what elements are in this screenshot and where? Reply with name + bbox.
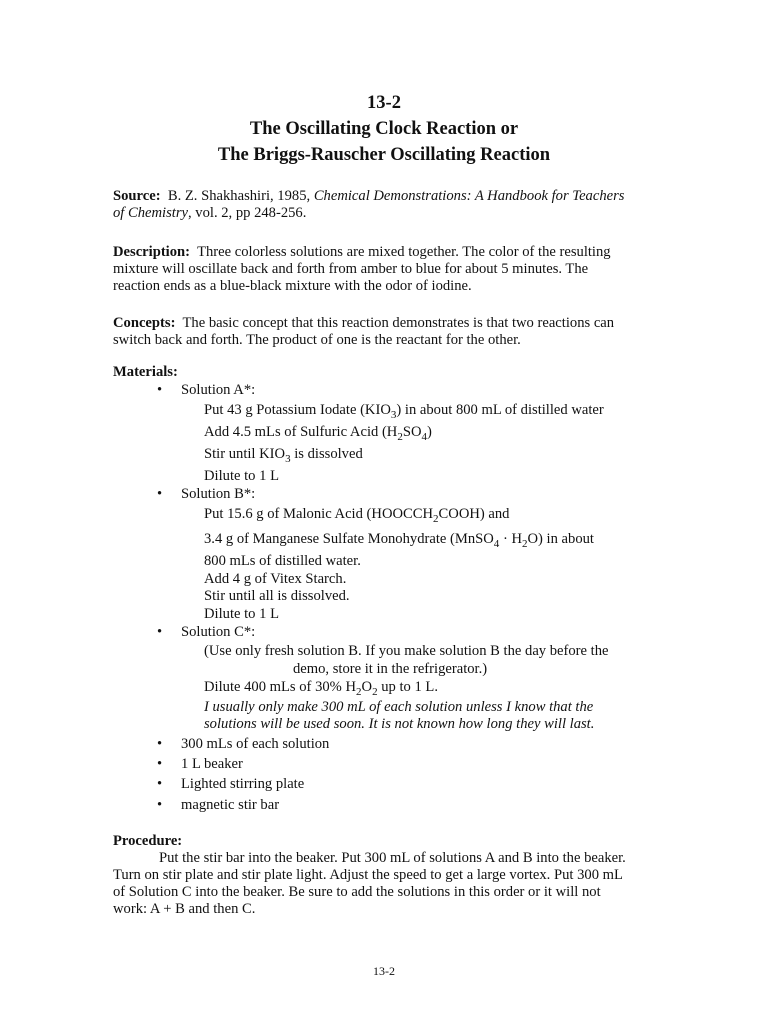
description-line: reaction ends as a blue-black mixture with the odor of iodine. [113, 278, 472, 294]
source-details: , vol. 2, pp 248-256. [188, 205, 307, 221]
title-line-1: The Oscillating Clock Reaction or [249, 119, 519, 139]
section-number: 13-2 [367, 93, 401, 113]
solution-a-step: Add 4.5 mLs of Sulfuric Acid $(H_2SO_4)$ [204, 424, 432, 443]
solution-c-step: (Use only fresh solution B. If you make solution B the day before the [204, 643, 609, 659]
solution-c-note: solutions will be used soon. It is not known how long they will last. [204, 716, 595, 732]
solution-a-step: Put 43 g Potassium Iodate $(KIO_3)$ in about 800 mL of distilled water [204, 402, 604, 421]
solution-b-step: 3.4 g of Manganese Sulfate Monohydrate (MnSO$_4$ · $H_2O$) in about [204, 531, 594, 550]
source-book-title: Chemical Demonstrations: A Handbook for Teachers [313, 188, 625, 204]
description-paragraph [113, 244, 658, 295]
description-label: Description: [113, 244, 191, 260]
solution-c-note: I usually only make 300 mL of each solution unless I know that the [204, 699, 594, 715]
description-line: mixture will oscillate back and forth from amber to blue for about 5 minutes. The [113, 261, 589, 277]
source-paragraph [113, 188, 658, 222]
description-line: Three colorless solutions are mixed together. The color of the resulting [197, 244, 611, 260]
materials-label: Materials: [113, 364, 178, 380]
procedure-line: of Solution C into the beaker. Be sure to add the solutions in this order or it will not [113, 884, 601, 900]
solution-c-step: demo, store it in the refrigerator.) [293, 661, 488, 677]
source-author: B. Z. Shakhashiri, 1985, [167, 188, 311, 204]
document-page: 13-2 The Oscillating Clock Reaction or The Briggs-Rauscher Oscillating Reaction Source: B. Z. Shakhashiri, 1985, Chemical Demonstrations: A Handbook for Teachers of Chemistry, vol. 2, pp 248-256. Description: Three colorless solutions are mixed together. The color of the resulting mixture will oscillate back and forth from amber to blue for about 5 minutes. The reaction ends as a blue-black mixture with the odor of iodine. Concepts: The basic concept that this reaction demonstrates is that two reactions can switch back and forth. The product of one is the reactant for the other. Materials: Solution A*: Put 43 g Potassium Iodate $(KIO_3)$ in about 800 mL of distilled water Add 4.5 mLs of Sulfuric Acid $(H_2SO_4)$ Stir until $KIO_3$ is dissolved Dilute to 1 L Solution B*: Put 15.6 g of Malonic Acid $(HOOCCH_2COOH)$ and 3.4 g of Manganese Sulfate Monohydrate (MnSO$_4$ · $H_2O$) in about 800 mLs of distilled water. Add 4 g of Vitex Starch. Stir until all is dissolved. Dilute to 1 L Solution C*: (Use only fresh solution B. If you make solution B the day before the demo, store it in the refrigerator.) Dilute 400 mLs of 30% $H_2O_2$ up to 1 L. I usually only make 300 mL of each solution unless I know that the solutions will be used soon. It is not known how long they will last. 300 mLs of each solution 1 L beaker Lighted stirring plate magnetic stir bar Procedure: Put the stir bar into the beaker. Put 300 mL of solutions A and B into the beaker. Turn on stir plate and stir plate light. Adjust the speed to get a large vortex. Put 300 mL of Solution C into the beaker. Be sure to add the solutions in this order or it will not work: A + B and then C. 13-2 [0, 0, 768, 1024]
procedure-label: Procedure: [113, 833, 183, 849]
concepts-paragraph [113, 315, 658, 349]
solution-a-step: Stir until $KIO_3$ is dissolved [204, 446, 363, 465]
solution-b-step: Put 15.6 g of Malonic Acid $(HOOCCH_2COOH)$ and [204, 506, 510, 525]
solution-b-step: Dilute to 1 L [204, 606, 279, 622]
source-book-title-cont: of Chemistry [113, 205, 188, 221]
concepts-line: The basic concept that this reaction demonstrates is that two reactions can [182, 315, 615, 331]
title-line-2: The Briggs-Rauscher Oscillating Reaction [217, 145, 551, 165]
procedure-line: Turn on stir plate and stir plate light. Adjust the speed to get a large vortex. Put 300 mL [113, 867, 623, 883]
solution-b-step: Stir until all is dissolved. [204, 588, 350, 604]
procedure-line: Put the stir bar into the beaker. Put 300 mL of solutions A and B into the beaker. [159, 850, 626, 866]
concepts-label: Concepts: [113, 315, 176, 331]
solution-b-step: 800 mLs of distilled water. [204, 553, 361, 569]
page-number: 13-2 [373, 964, 395, 978]
solution-a-step: Dilute to 1 L [204, 468, 279, 484]
concepts-line: switch back and forth. The product of one is the reactant for the other. [113, 332, 521, 348]
procedure-paragraph [113, 850, 673, 918]
solution-b-step: Add 4 g of Vitex Starch. [204, 571, 347, 587]
solution-c-step: Dilute 400 mLs of 30% $H_2O_2$ up to 1 L. [204, 679, 438, 698]
procedure-line: work: A + B and then C. [113, 901, 256, 917]
source-label: Source: [113, 188, 161, 204]
